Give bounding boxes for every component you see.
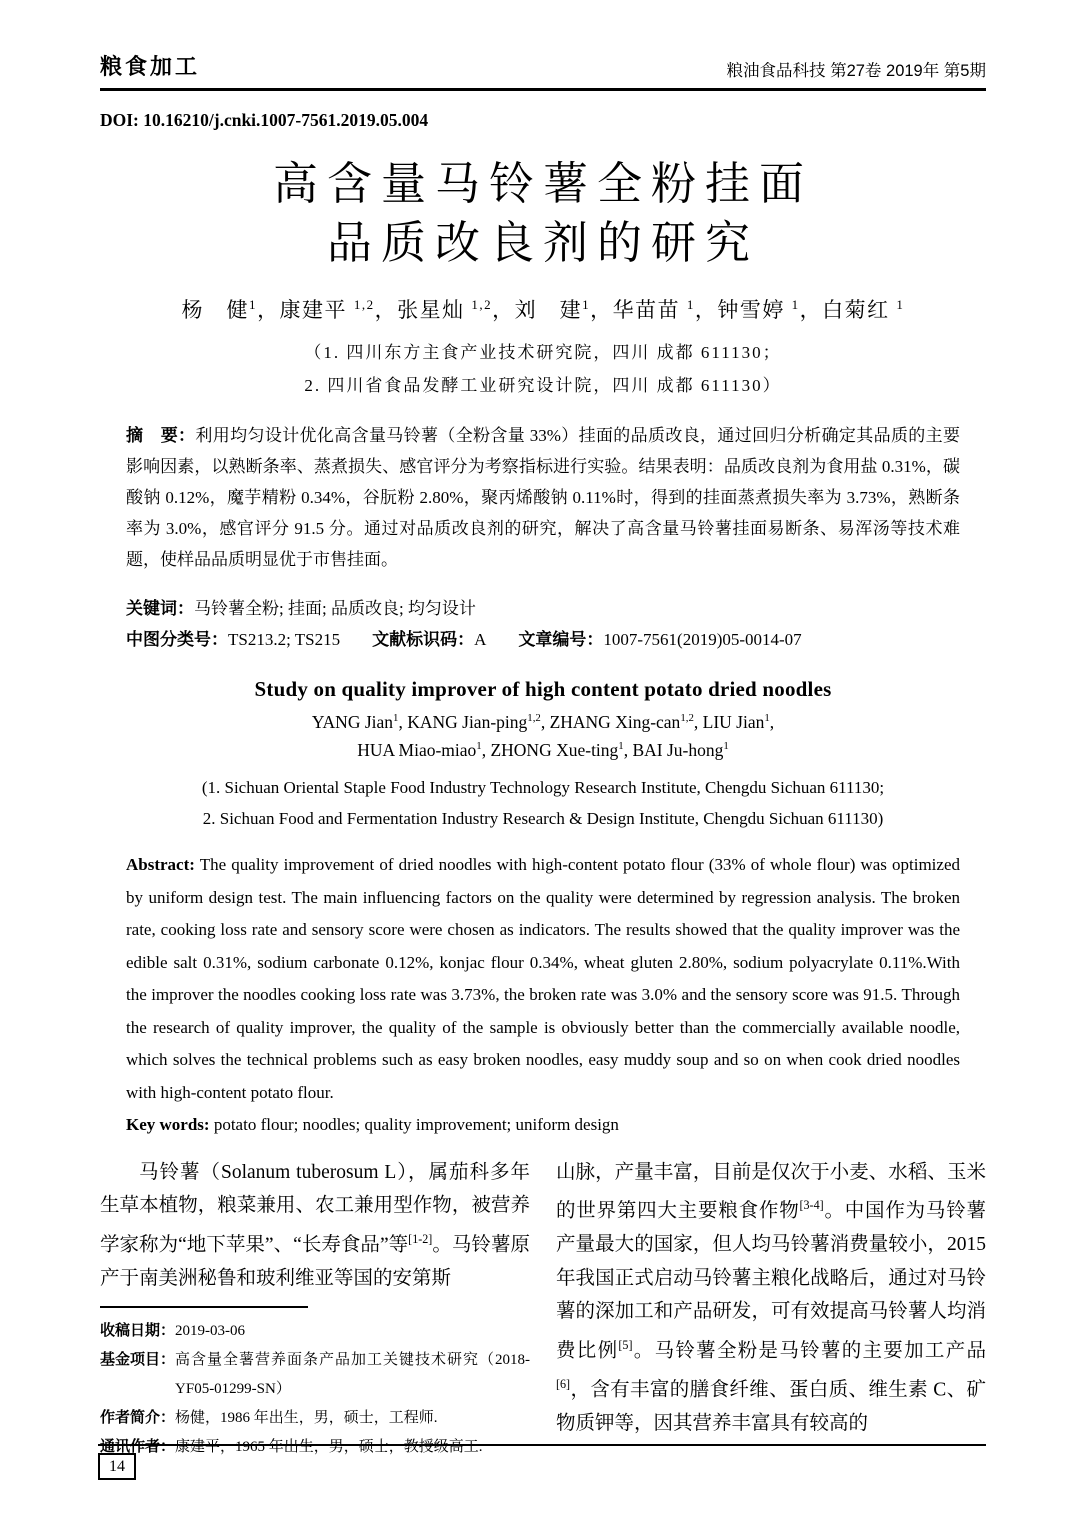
abstract-zh [100,420,986,575]
running-header [100,50,986,91]
article-title-en: Study on quality improver of high content potato dried noodles [254,677,832,702]
abstract-zh-text: 利用均匀设计优化高含量马铃薯（全粉含量 33%）挂面的品质改良，通过回归分析确定其品质的主要影响因素，以熟断条率、蒸煮损失、感官评分为考察指标进行实验。结果表明：品质改良剂为食用盐 0.31%，碳酸钠 0.12%，魔芋精粉 0.34%，谷朊粉 2.80%，聚丙烯酸钠 0.11%时，得到的挂面蒸煮损失率为 3.73%，熟断条率为 3.0%，感官评分 91.5 分。通过对品质改良剂的研究，解决了高含量马铃薯挂面易断条、易浑汤等技术难题，使样品品质明显优于市售挂面。 [126,426,960,570]
abstract-en-text: The quality improvement of dried noodles with high-content potato flour (33% of whole flour) was optimized by uniform design test. The main influencing factors on the quality were determined by regression analysis. The broken rate, cooking loss rate and sensory score were chosen as indicators. The results showed that the quality improver was the edible salt 0.31%, sodium carbonate 0.12%, konjac flour 0.34%, wheat gluten 2.80%, sodium polyacrylate 0.11%.With the improver the noodles cooking loss rate was 3.73%, the broken rate was 3.0% and the sensory score was 91.5. Through the research of quality improver, the quality of the sample is obviously better than the commercially available noodle, which solves the technical problems such as easy broken noodles, easy muddy soup and so on when cook dried noodles with high-content potato flour. [126,855,960,1102]
affiliation-zh-line2: 2. 四川省食品发酵工业研究设计院，四川 成都 611130） [304,376,782,396]
footnote-value-corresponding: 康建平，1965 年出生，男，硕士，教授级高工. [175,1438,483,1455]
doc-code-value: A [474,630,487,650]
footnote-value-fund: 高含量全薯营养面条产品加工关键技术研究（2018-YF05-01299-SN） [175,1352,530,1398]
footnote-label-corresponding: 通讯作者： [100,1437,176,1455]
article-title-zh-line1: 高含量马铃薯全粉挂面 [272,159,813,209]
keywords-zh-text: 马铃薯全粉; 挂面; 品质改良; 均匀设计 [194,599,476,619]
body-paragraph-left: 马铃薯（Solanum tuberosum L），属茄科多年生草本植物，粮菜兼用、农工兼用型作物，被营养学家称为“地下苹果”、“长寿食品”等[1-2]。马铃薯原产于南美洲秘鲁和玻利维亚等国的安第斯 [100,1161,530,1289]
footnote-row [100,1317,530,1346]
affiliation-en [100,772,986,835]
body-paragraph-right: 山脉，产量丰富，目前是仅次于小麦、水稻、玉米的世界第四大主要粮食作物[3-4]。中国作为马铃薯产量最大的国家，但人均马铃薯消费量较小，2015 年我国正式启动马铃薯主粮化战略后，通过对马铃薯的深加工和产品研发，可有效提高马铃薯人均消费比例[5]。马铃薯全粉是马铃薯的主要加工产品[6]，含有丰富的膳食纤维、蛋白质、维生素 C、矿物质钾等，因其营养丰富具有较高的 [556,1161,986,1434]
journal-section-label: 粮食加工 [100,54,201,79]
clc-value: TS213.2; TS215 [228,630,341,650]
authors-en-line2: HUA Miao-miao$^1$, ZHONG Xue-ting$^1$, BAI Ju-hong$^1$ [357,739,729,760]
footnote-row [100,1404,530,1433]
body-left-column [100,1156,530,1461]
abstract-zh-label: 摘 要： [126,426,196,446]
footnote-block [100,1306,530,1461]
clc-label: 中图分类号： [126,630,228,650]
affiliation-zh [100,336,986,402]
footnote-rule [100,1306,308,1308]
footer-rule [98,1444,986,1446]
abstract-en-label: Abstract: [126,855,195,875]
body-columns [100,1156,986,1461]
keywords-zh-label: 关键词： [126,599,194,619]
authors-en [100,709,986,764]
body-right-column [556,1156,986,1461]
page-number: 14 [98,1453,136,1480]
doi-line: DOI: 10.16210/j.cnki.1007-7561.2019.05.004 [100,110,429,130]
footnote-value-author-bio: 杨健，1986 年出生，男，硕士，工程师. [175,1409,438,1426]
authors-zh: 杨 健$^1$，康建平 $^{1,2}$，张星灿 $^{1,2}$，刘 建$^1$，华苗苗 $^1$，钟雪婷 $^1$，白菊红 $^1$ [181,297,905,322]
article-id-value: 1007-7561(2019)05-0014-07 [603,630,802,650]
article-title-zh [100,155,986,272]
article-title-zh-line2: 品质改良剂的研究 [326,217,759,268]
doc-code-label: 文献标识码： [372,630,475,650]
abstract-en [100,849,986,1109]
footnote-label-received: 收稿日期： [100,1322,176,1340]
affiliation-en-line1: (1. Sichuan Oriental Staple Food Industry Technology Research Institute, Chengdu Sichuan 611130; [201,777,885,797]
authors-en-line1: YANG Jian$^1$, KANG Jian-ping$^{1,2}$, ZHANG Xing-can$^{1,2}$, LIU Jian$^1$, [311,712,775,733]
footnote-value-received: 2019-03-06 [175,1323,246,1340]
keywords-en-text: potato flour; noodles; quality improvement; uniform design [209,1115,619,1135]
page-footer [98,1444,986,1480]
keywords-zh-row [100,593,986,624]
affiliation-en-line2: 2. Sichuan Food and Fermentation Industry Research & Design Institute, Chengdu Sichuan 611130) [202,809,884,828]
keywords-en-label: Key words: [126,1115,210,1135]
footnote-label-author-bio: 作者简介： [100,1408,176,1426]
footnote-row [100,1346,530,1404]
affiliation-zh-line1: （1. 四川东方主食产业技术研究院，四川 成都 611130； [304,343,782,362]
keywords-en-row [100,1109,986,1142]
footnote-label-fund: 基金项目： [100,1351,176,1369]
classification-row [100,624,986,655]
journal-issue-info: 粮油食品科技 第27卷 2019年 第5期 [726,62,986,80]
article-id-label: 文章编号： [518,630,604,650]
